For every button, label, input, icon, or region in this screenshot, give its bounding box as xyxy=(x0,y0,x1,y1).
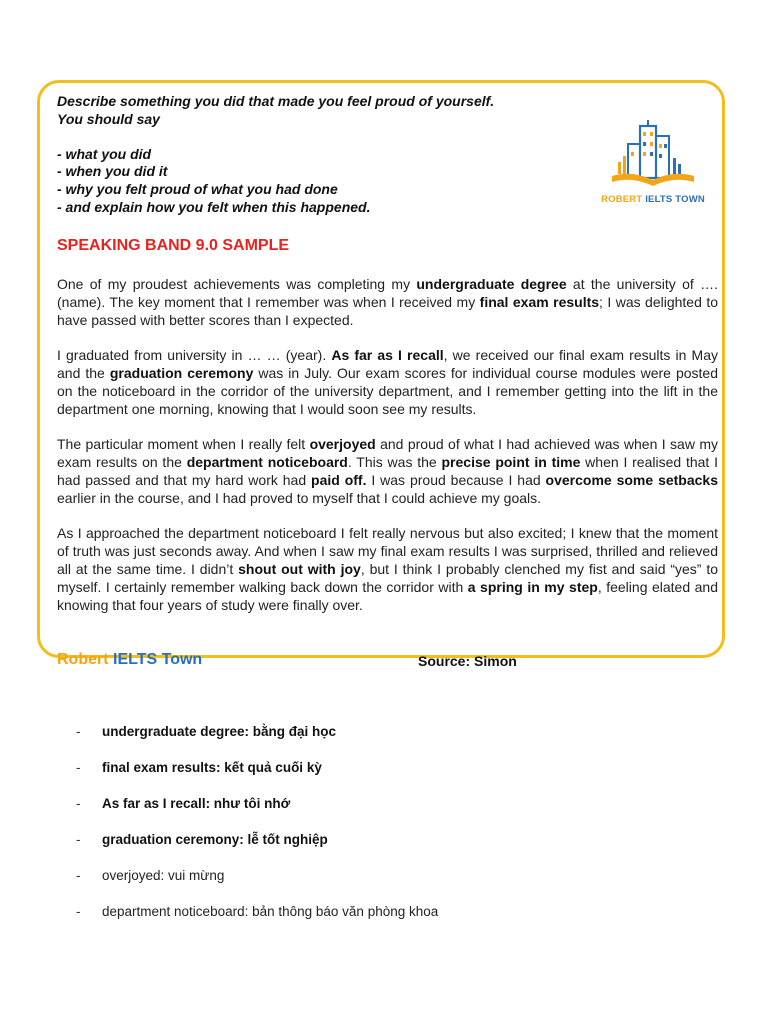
vocab-dash: - xyxy=(76,724,81,739)
paragraph-text: , feeling elated and knowing that four years of study were finally over. xyxy=(57,579,718,613)
logo-word-ielts-town: IELTS TOWN xyxy=(642,194,705,205)
paragraph-text: at the university of …. (name). The key moment that I remember was when I received my xyxy=(57,276,718,310)
key-phrase: shout out with joy xyxy=(238,561,361,577)
prompt-line: You should say xyxy=(57,110,160,127)
building-book-icon xyxy=(598,118,708,192)
key-phrase: department noticeboard xyxy=(186,454,348,470)
paragraph-text: was in July. Our exam scores for individual course modules were posted on the noticeboard in the corridor of the university department, and I remember getting into the lift in the department one morning, knowing that I would soon see my results. xyxy=(57,365,718,417)
key-phrase: overjoyed xyxy=(309,436,376,452)
vocab-item xyxy=(76,760,716,796)
vocab-item xyxy=(76,868,716,904)
vocab-text: department noticeboard: bản thông báo văn phòng khoa xyxy=(102,904,439,919)
vocab-item xyxy=(76,904,716,940)
key-phrase: paid off. xyxy=(311,472,367,488)
logo-wordmark xyxy=(598,194,708,205)
prompt-bullet: - and explain how you felt when this happened. xyxy=(57,198,371,215)
answer-paragraph xyxy=(57,346,718,418)
vocab-text: overjoyed: vui mừng xyxy=(102,868,225,883)
prompt-line: Describe something you did that made you feel proud of yourself. xyxy=(57,93,495,109)
paragraph-text: earlier in the course, and I had proved to myself that I could achieve my goals. xyxy=(57,490,542,506)
paragraph-text: I was proud because I had xyxy=(366,472,546,488)
answer-paragraph xyxy=(57,275,718,329)
vocab-item xyxy=(76,832,716,868)
vocab-dash: - xyxy=(76,832,81,847)
vocab-text: graduation ceremony: lễ tốt nghiệp xyxy=(102,832,328,847)
robert-ielts-town-logo xyxy=(598,118,708,210)
sample-answer xyxy=(57,275,718,631)
paragraph-text: and proud of what I had achieved was when I saw my exam results on the xyxy=(57,436,718,470)
paragraph-text: One of my proudest achievements was completing my xyxy=(57,276,417,292)
paragraph-text: The particular moment when I really felt xyxy=(57,436,310,452)
prompt-bullet: - what you did xyxy=(57,145,152,162)
logo-word-robert: ROBERT xyxy=(601,194,643,205)
paragraph-text: I graduated from university in … … (year). xyxy=(57,347,332,363)
paragraph-text: , but I think I probably clenched my fist and said “yes” to myself. I certainly remember walking back down the corridor with xyxy=(57,561,718,595)
vocab-dash: - xyxy=(76,796,81,811)
prompt-bullet: - when you did it xyxy=(57,163,168,180)
prompt-gap xyxy=(57,128,577,146)
vocab-dash: - xyxy=(76,904,81,919)
paragraph-text: ; I was delighted to have passed with better scores than I expected. xyxy=(57,294,718,328)
answer-paragraph xyxy=(57,524,718,614)
paragraph-text: when I realised that I had passed and that my hard work had xyxy=(57,454,718,488)
paragraph-text: . This was the xyxy=(347,454,442,470)
key-phrase: overcome some setbacks xyxy=(545,472,718,488)
sample-title: SPEAKING BAND 9.0 SAMPLE xyxy=(57,237,290,254)
answer-paragraph xyxy=(57,435,718,507)
vocab-item xyxy=(76,796,716,832)
vocab-text: As far as I recall: như tôi nhớ xyxy=(102,796,291,811)
key-phrase: precise point in time xyxy=(441,454,581,470)
cue-card-prompt xyxy=(57,93,577,216)
paragraph-text: As I approached the department noticeboard I felt really nervous but also excited; I knew that the moment of truth was just seconds away. And when I saw my final exam results I was surprised, thrilled and relieved all at the same time. I didn’t xyxy=(57,525,718,577)
vocab-item xyxy=(76,724,716,760)
footer-brand-ielts-town: IELTS Town xyxy=(108,651,203,668)
key-phrase: graduation ceremony xyxy=(109,365,254,381)
footer-brand xyxy=(57,651,202,669)
key-phrase: final exam results xyxy=(479,294,600,310)
prompt-bullet: - why you felt proud of what you had done xyxy=(57,180,338,197)
vocab-text: undergraduate degree: bằng đại học xyxy=(102,724,337,739)
source-label: Source: Simon xyxy=(418,653,517,669)
vocab-dash: - xyxy=(76,760,81,775)
key-phrase: As far as I recall xyxy=(331,347,444,363)
key-phrase: a spring in my step xyxy=(467,579,598,595)
footer-brand-robert: Robert xyxy=(57,651,109,668)
paragraph-text: , we received our final exam results in May and the xyxy=(57,347,718,381)
key-phrase: undergraduate degree xyxy=(416,276,567,292)
vocab-dash: - xyxy=(76,868,81,883)
vocab-text: final exam results: kết quả cuối kỳ xyxy=(102,760,322,775)
vocabulary-list xyxy=(76,724,716,940)
